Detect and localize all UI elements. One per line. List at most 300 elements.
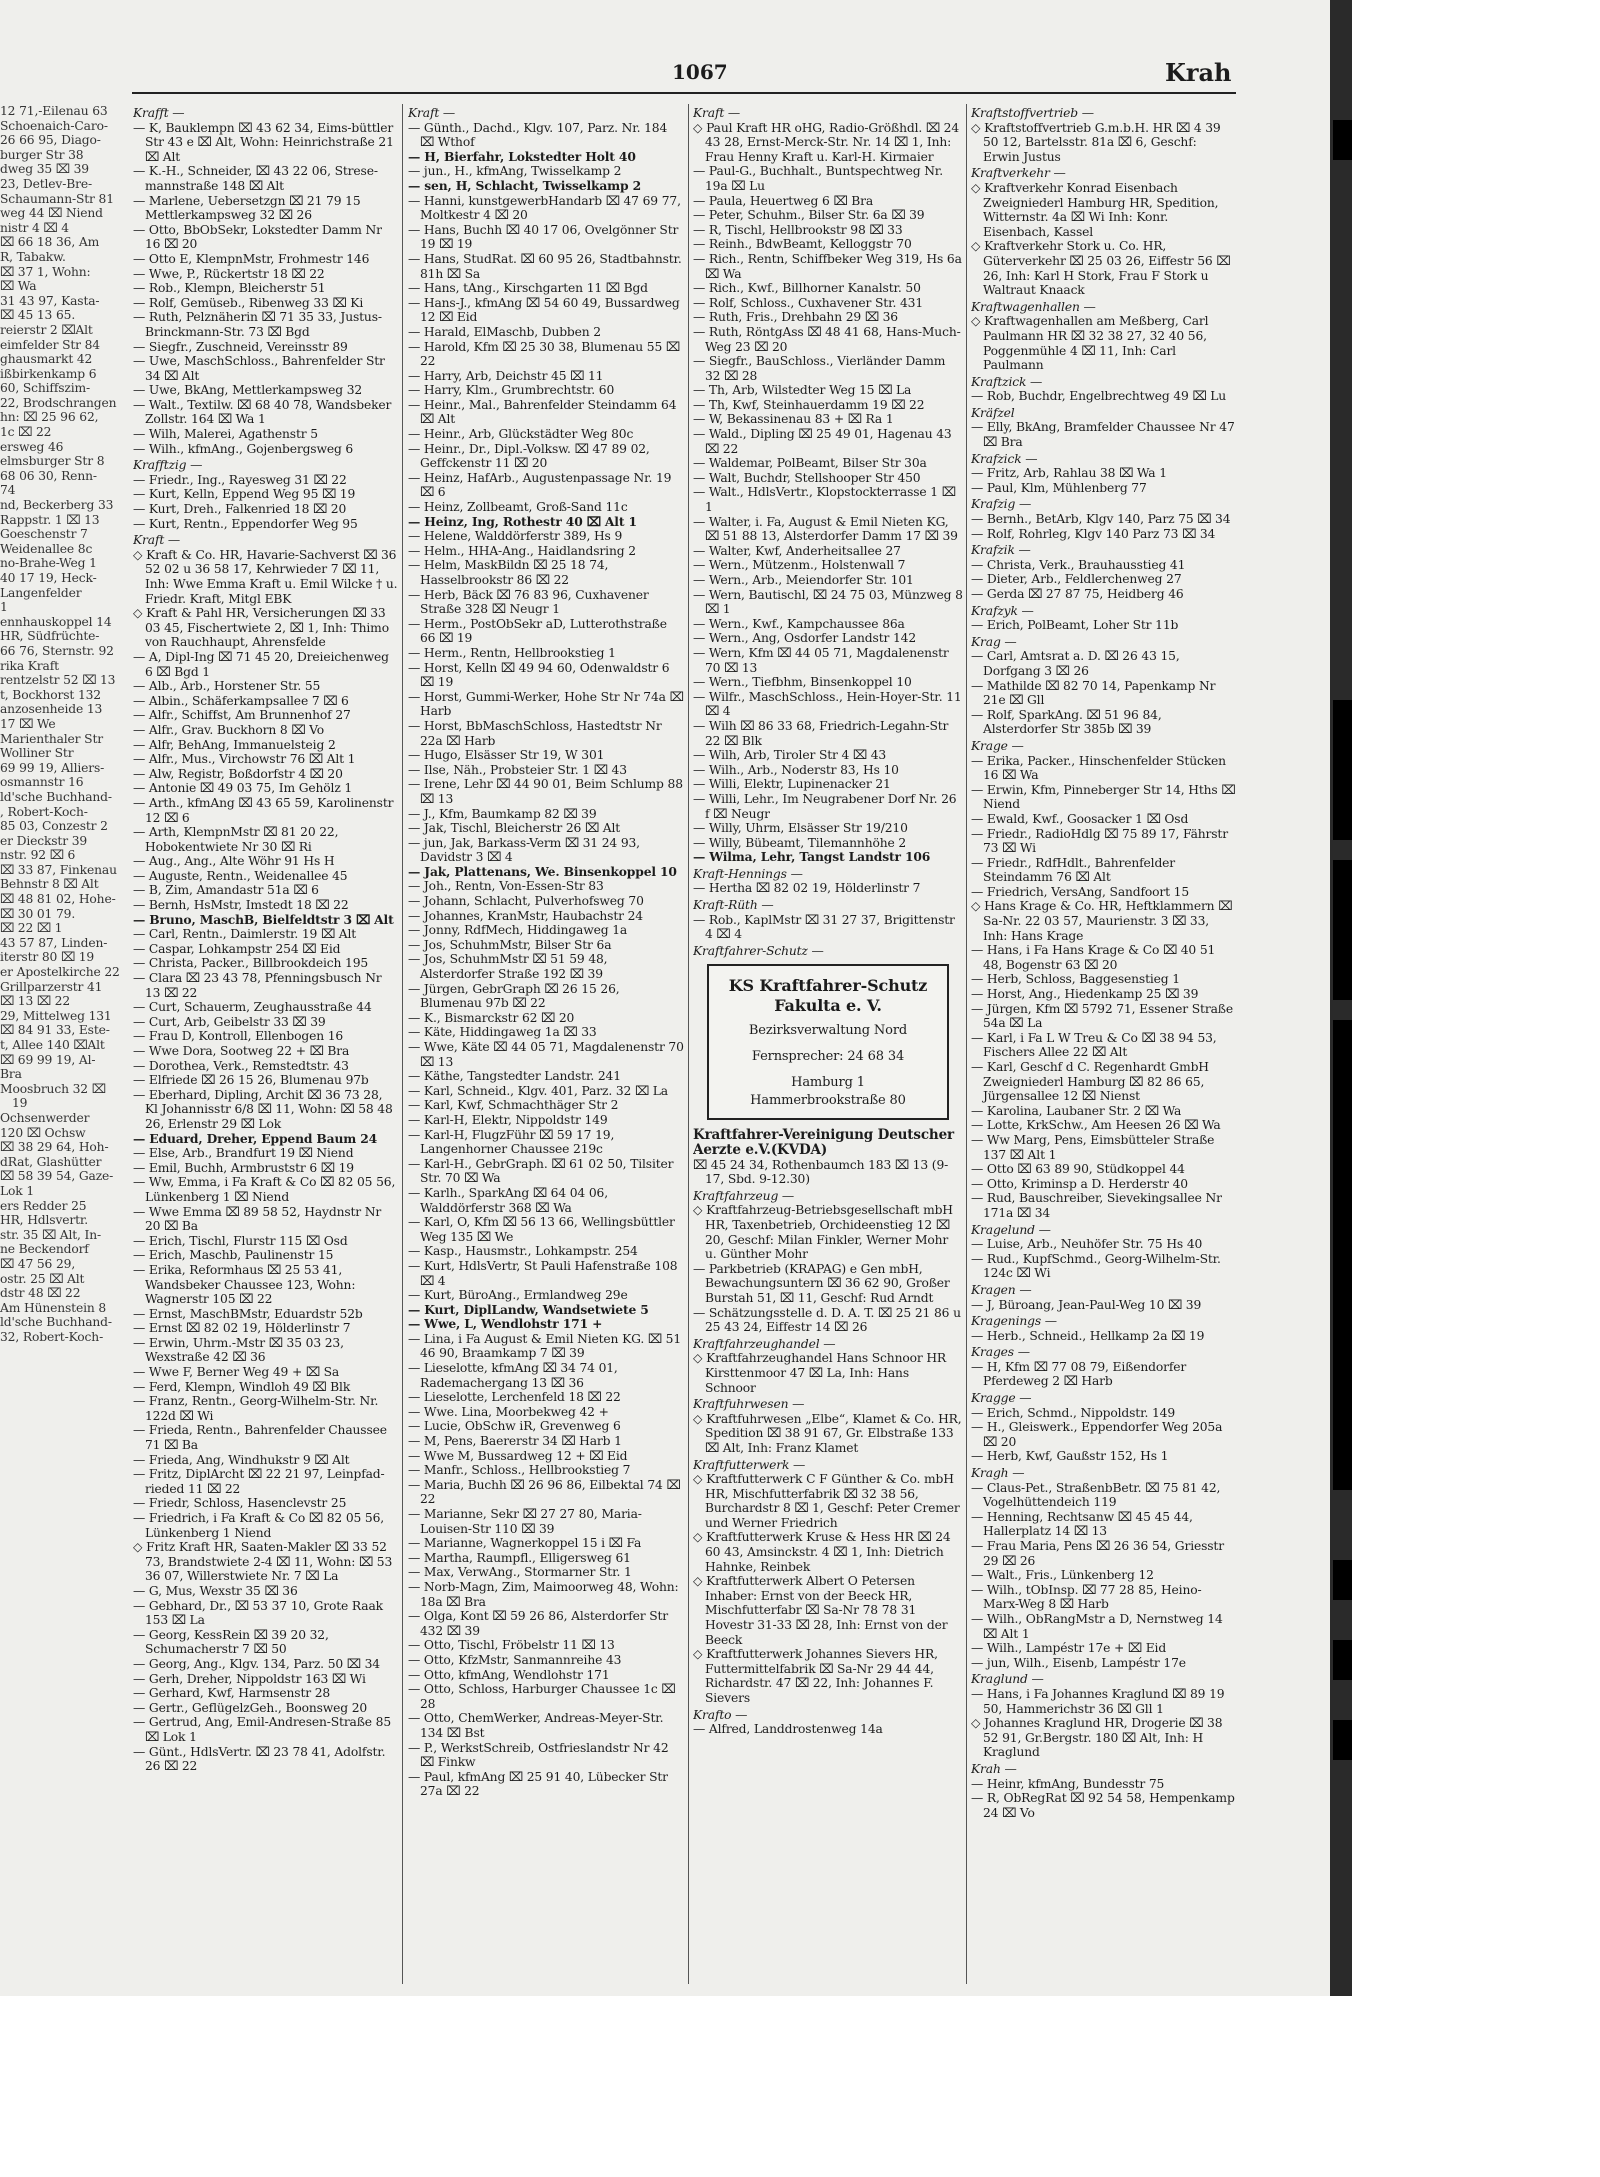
directory-entry: — Uwe, MaschSchloss., Bahrenfelder Str 34 ⌧ Alt bbox=[133, 354, 385, 383]
directory-entry: — Arth, KlempnMstr ⌧ 81 20 22, Hobokentwiete Nr 30 ⌧ Ri bbox=[133, 825, 339, 854]
surname-heading: Krah — bbox=[971, 1761, 1017, 1776]
directory-entry: — Arth., kfmAng ⌧ 43 65 59, Karolinenstr 12 ⌧ 6 bbox=[133, 795, 394, 825]
directory-entry: — Jürgen, Kfm ⌧ 5792 71, Essener Straße 54a ⌧ La bbox=[971, 1001, 1233, 1031]
directory-entry: — Wwe F, Berner Weg 49 + ⌧ Sa bbox=[133, 1365, 340, 1380]
directory-entry: — Manfr., Schloss., Hellbrookstieg 7 bbox=[408, 1463, 631, 1478]
column-4 bbox=[971, 104, 1236, 1984]
previous-page-fragment: elmsburger Str 8 bbox=[0, 454, 105, 469]
surname-heading: Kraftfahrer-Vereinigung Deutscher Aerzte e.V.(KVDA) bbox=[693, 1127, 954, 1159]
directory-entry: — Otto, kfmAng, Wendlohstr 171 bbox=[408, 1667, 610, 1682]
directory-entry: — Hanni, kunstgewerbHandarb ⌧ 47 69 77, Moltkestr 4 ⌧ 20 bbox=[408, 193, 681, 223]
previous-page-fragment: str. 35 ⌧ Alt, In- bbox=[0, 1227, 102, 1242]
previous-page-fragment: Marienthaler Str bbox=[0, 731, 103, 746]
directory-entry: — Elfriede ⌧ 26 15 26, Blumenau 97b bbox=[133, 1073, 369, 1088]
directory-entry: — Wwe, Käte ⌧ 44 05 71, Magdalenenstr 70 ⌧ 13 bbox=[408, 1040, 684, 1069]
directory-entry: — Alfr, BehAng, Immanuelsteig 2 bbox=[133, 737, 336, 752]
previous-page-fragment: nstr. 92 ⌧ 6 bbox=[0, 848, 76, 863]
surname-heading: Kragge — bbox=[971, 1391, 1032, 1406]
previous-page-fragment: ⌧ 13 ⌧ 22 bbox=[0, 994, 71, 1009]
ad-subtitle: Fakulta e. V. bbox=[774, 996, 882, 1016]
previous-page-fragment: , Robert-Koch- bbox=[0, 804, 88, 819]
directory-entry: — Kurt, BüroAng., Ermlandweg 29e bbox=[408, 1288, 628, 1303]
directory-entry: — Günth., Dachd., Klgv. 107, Parz. Nr. 184 ⌧ Wthof bbox=[408, 120, 668, 150]
previous-page-fragment: 69 99 19, Alliers- bbox=[0, 760, 105, 775]
directory-entry: — Carl, Rentn., Daimlerstr. 19 ⌧ Alt bbox=[133, 927, 357, 942]
directory-entry: — Wilh., ObRangMstr a D, Nernstweg 14 ⌧ Alt 1 bbox=[971, 1611, 1223, 1641]
directory-entry: — Christa, Verk., Brauhausstieg 41 bbox=[971, 557, 1186, 572]
directory-entry: ◇ Kraftfutterwerk Kruse & Hess HR ⌧ 24 60 43, Amsinckstr. 4 ⌧ 1, Inh: Dietrich Hahnke, Reinbek bbox=[693, 1530, 951, 1574]
directory-entry: — W, Bekassinenau 83 + ⌧ Ra 1 bbox=[693, 412, 894, 427]
directory-entry: — Ww Marg, Pens, Eimsbütteler Straße 137 ⌧ Alt 1 bbox=[971, 1132, 1215, 1162]
directory-entry: — Karl-H, Elektr, Nippoldstr 149 bbox=[408, 1112, 608, 1127]
previous-page-fragment: R, Tabakw. bbox=[0, 249, 66, 264]
directory-entry: — Harry, Klm., Grumbrechtstr. 60 bbox=[408, 383, 615, 398]
directory-entry: — Jos, SchuhmMstr, Bilser Str 6a bbox=[408, 937, 612, 952]
directory-entry: — Bernh., BetArb, Klgv 140, Parz 75 ⌧ 34 bbox=[971, 512, 1231, 527]
directory-entry: — Heinr., Arb, Glückstädter Weg 80c bbox=[408, 427, 634, 442]
directory-entry: — Wilh, Malerei, Agathenstr 5 bbox=[133, 427, 318, 442]
directory-entry: — Wern., Kwf., Kampchaussee 86a bbox=[693, 616, 905, 631]
directory-entry: — Kurt, Dreh., Falkenried 18 ⌧ 20 bbox=[133, 502, 347, 517]
directory-entry: — Lieselotte, Lerchenfeld 18 ⌧ 22 bbox=[408, 1390, 621, 1405]
directory-entry: — Alfr., Grav. Buckhorn 8 ⌧ Vo bbox=[133, 722, 324, 737]
directory-entry: — H, Kfm ⌧ 77 08 79, Eißendorfer Pferdeweg 2 ⌧ Harb bbox=[971, 1359, 1187, 1389]
directory-entry: — Th, Kwf, Steinhauerdamm 19 ⌧ 22 bbox=[693, 397, 925, 412]
directory-entry: — Walt., HdlsVertr., Klopstockterrasse 1 ⌧ 1 bbox=[693, 485, 956, 515]
directory-entry: — Hans, i Fa Johannes Kraglund ⌧ 89 19 50, Hammerichstr 36 ⌧ Gll 1 bbox=[971, 1686, 1225, 1716]
previous-page-fragment: Rappstr. 1 ⌧ 13 bbox=[0, 512, 100, 527]
surname-heading: Krafft — bbox=[133, 106, 185, 120]
surname-heading: Krage — bbox=[971, 738, 1024, 753]
previous-page-fragment: ⌧ 38 29 64, Hoh- bbox=[0, 1140, 109, 1155]
surname-heading: Krafzick — bbox=[971, 451, 1038, 466]
directory-entry: — Albin., Schäferkampsallee 7 ⌧ 6 bbox=[133, 693, 349, 708]
directory-entry: — Lieselotte, kfmAng ⌧ 34 74 01, Rademachergang 13 ⌧ 36 bbox=[408, 1361, 618, 1390]
surname-heading: Kraft — bbox=[408, 106, 456, 120]
previous-page-fragment: HR, Südfrüchte- bbox=[0, 629, 100, 644]
directory-entry: ◇ Paul Kraft HR oHG, Radio-Größhdl. ⌧ 24 43 28, Ernst-Merck-Str. Nr. 14 ⌧ 1, Inh: Frau Henny Kraft u. Karl-H. Kirmaier bbox=[693, 120, 960, 164]
directory-entry: — Marianne, Wagnerkoppel 15 i ⌧ Fa bbox=[408, 1536, 642, 1551]
directory-entry: — Wern, Kfm ⌧ 44 05 71, Magdalenenstr 70 ⌧ 13 bbox=[693, 645, 949, 675]
previous-page-fragment: Behnstr 8 ⌧ Alt bbox=[0, 877, 99, 892]
directory-entry: — Dorothea, Verk., Remstedtstr. 43 bbox=[133, 1058, 349, 1073]
directory-entry: ◇ Kraftwagenhallen am Meßberg, Carl Paulmann HR ⌧ 32 38 27, 32 40 56, Poggenmühle 4 ⌧ 11, Inh: Carl Paulmann bbox=[971, 314, 1209, 373]
directory-entry: — Horst, Ang., Hiedenkamp 25 ⌧ 39 bbox=[971, 987, 1199, 1002]
directory-entry: — Jonny, RdfMech, Hiddingaweg 1a bbox=[408, 923, 628, 938]
directory-entry: — Carl, Amtsrat a. D. ⌧ 26 43 15, Dorfgang 3 ⌧ 26 bbox=[971, 649, 1180, 678]
directory-entry: — Emil, Buchh, Armbruststr 6 ⌧ 19 bbox=[133, 1160, 354, 1175]
previous-page-fragment: ⌧ 58 39 54, Gaze- bbox=[0, 1169, 114, 1184]
previous-page-fragment: rentzelstr 52 ⌧ 13 bbox=[0, 673, 116, 688]
directory-entry: — Walt, Buchdr, Stellshooper Str 450 bbox=[693, 470, 921, 485]
previous-page-fragment: Lok 1 bbox=[0, 1183, 35, 1198]
directory-entry: — Heinr., Dr., Dipl.-Volksw. ⌧ 47 89 02, Geffckenstr 11 ⌧ 20 bbox=[408, 441, 650, 471]
directory-entry: — Reinh., BdwBeamt, Kelloggstr 70 bbox=[693, 237, 912, 252]
surname-heading: Krafzyk — bbox=[971, 603, 1034, 618]
directory-entry: — Erika, Reformhaus ⌧ 25 53 41, Wandsbeker Chaussee 123, Wohn: Wagnerstr 105 ⌧ 22 bbox=[133, 1262, 356, 1307]
previous-page-fragment: t, Bockhorst 132 bbox=[0, 687, 101, 702]
previous-page-fragment: 60, Schiffszim- bbox=[0, 381, 91, 396]
previous-page-fragment: rika Kraft bbox=[0, 658, 59, 673]
directory-entry: — Hans-J., kfmAng ⌧ 54 60 49, Bussardweg 12 ⌧ Eid bbox=[408, 295, 680, 325]
directory-entry: — Rolf, Rohrleg, Klgv 140 Parz 73 ⌧ 34 bbox=[971, 526, 1216, 541]
directory-entry: — Herb, Schloss, Baggesenstieg 1 bbox=[971, 972, 1180, 987]
directory-entry: — Rob., Klempn, Bleicherstr 51 bbox=[133, 281, 326, 296]
surname-heading: Kragelund — bbox=[971, 1222, 1051, 1237]
directory-entry: — Friedr., RdfHdlt., Bahrenfelder Steindamm 76 ⌧ Alt bbox=[971, 855, 1176, 885]
directory-entry: — Hans, Buchh ⌧ 40 17 06, Ovelgönner Str 19 ⌧ 19 bbox=[408, 222, 679, 252]
ad-street: Hammerbrookstraße 80 bbox=[750, 1093, 906, 1109]
directory-entry: — H., Gleiswerk., Eppendorfer Weg 205a ⌧ 20 bbox=[971, 1420, 1223, 1449]
directory-entry: — jun, Jak, Barkass-Verm ⌧ 31 24 93, Davidstr 3 ⌧ 4 bbox=[408, 835, 640, 865]
directory-entry: — Alfr., Mus., Virchowstr 76 ⌧ Alt 1 bbox=[133, 752, 356, 767]
directory-entry: — Gertrud, Ang, Emil-Andresen-Straße 85 ⌧ Lok 1 bbox=[133, 1715, 392, 1744]
column-divider bbox=[402, 104, 403, 1984]
previous-page-fragment: ⌧ 47 56 29, bbox=[0, 1256, 76, 1271]
directory-entry: — Friedr., RadioHdlg ⌧ 75 89 17, Fährstr 73 ⌧ Wi bbox=[971, 826, 1228, 856]
previous-page-fragment: 22, Brodschrangen bbox=[0, 395, 117, 410]
previous-page-column bbox=[0, 104, 122, 1984]
directory-entry: — Dieter, Arb., Feldlerchenweg 27 bbox=[971, 572, 1182, 587]
previous-page-fragment: hn: ⌧ 25 96 62, bbox=[0, 410, 99, 425]
column-divider bbox=[688, 104, 689, 1984]
thumb-index-mark bbox=[1333, 860, 1352, 1000]
directory-entry: — Antonie ⌧ 49 03 75, Im Gehölz 1 bbox=[133, 781, 353, 796]
previous-page-fragment: burger Str 38 bbox=[0, 147, 84, 162]
directory-entry: — Frieda, Ang, Windhukstr 9 ⌧ Alt bbox=[133, 1452, 350, 1467]
previous-page-fragment: Moosbruch 32 ⌧ 19 bbox=[0, 1081, 106, 1111]
directory-entry: — Caspar, Lohkampstr 254 ⌧ Eid bbox=[133, 941, 341, 956]
surname-heading: Kraft — bbox=[693, 106, 741, 120]
directory-entry: — Kurt, HdlsVertr, St Pauli Hafenstraße 108 ⌧ 4 bbox=[408, 1258, 678, 1288]
directory-entry: ◇ Kraftverkehr Stork u. Co. HR, Güterverkehr ⌧ 25 03 26, Eiffestr 56 ⌧ 26, Inh: Karl H Stork, Frau F Stork u Waltraut Knaack bbox=[971, 239, 1231, 298]
directory-entry: — Paul, kfmAng ⌧ 25 91 40, Lübecker Str 27a ⌧ 22 bbox=[408, 1769, 668, 1799]
directory-entry: — Jürgen, GebrGraph ⌧ 26 15 26, Blumenau 97b ⌧ 22 bbox=[408, 981, 620, 1011]
directory-entry: — Otto, Kriminsp a D. Herderstr 40 bbox=[971, 1176, 1188, 1191]
directory-entry: — Heinz, HafArb., Augustenpassage Nr. 19 ⌧ 6 bbox=[408, 470, 672, 500]
directory-entry: — Max, VerwAng., Stormarner Str. 1 bbox=[408, 1565, 632, 1580]
directory-entry: — Erich, PolBeamt, Loher Str 11b bbox=[971, 618, 1179, 633]
previous-page-fragment: 12 71,-Eilenau 63 bbox=[0, 104, 108, 118]
directory-entry: — Heinz, Zollbeamt, Groß-Sand 11c bbox=[408, 500, 628, 515]
directory-entry: — G, Mus, Wexstr 35 ⌧ 36 bbox=[133, 1583, 298, 1598]
column-divider bbox=[966, 104, 967, 1984]
column-1 bbox=[133, 104, 398, 1984]
directory-entry: — Paul-G., Buchhalt., Buntspechtweg Nr. 19a ⌧ Lu bbox=[693, 164, 943, 193]
directory-entry: — Kurt, Kelln, Eppend Weg 95 ⌧ 19 bbox=[133, 487, 356, 502]
previous-page-fragment: 68 06 30, Renn- bbox=[0, 468, 97, 483]
directory-entry: — Wwe Emma ⌧ 89 58 52, Haydnstr Nr 20 ⌧ Ba bbox=[133, 1204, 382, 1234]
directory-entry: — Otto, KfzMstr, Sanmannreihe 43 bbox=[408, 1652, 622, 1667]
surname-heading: Kraftwagenhallen — bbox=[971, 299, 1096, 314]
directory-entry: — Käthe, Tangstedter Landstr. 241 bbox=[408, 1069, 621, 1084]
directory-entry: — Willi, Lehr., Im Neugrabener Dorf Nr. 26 f ⌧ Neugr bbox=[693, 791, 957, 821]
previous-page-fragment: no-Brahe-Weg 1 bbox=[0, 556, 97, 571]
directory-entry: — Otto E, KlempnMstr, Frohmestr 146 bbox=[133, 251, 370, 266]
directory-entry: — Ww, Emma, i Fa Kraft & Co ⌧ 82 05 56, Lünkenberg 1 ⌧ Niend bbox=[133, 1175, 396, 1204]
directory-entry: — Herb, Bäck ⌧ 76 83 96, Cuxhavener Straße 328 ⌧ Neugr 1 bbox=[408, 587, 649, 617]
previous-page-fragment: 32, Robert-Koch- bbox=[0, 1329, 104, 1344]
directory-entry: — Otto, Schloss, Harburger Chaussee 1c ⌧ 28 bbox=[408, 1682, 676, 1711]
directory-entry: ◇ Fritz Kraft HR, Saaten-Makler ⌧ 33 52 73, Brandstwiete 2-4 ⌧ 11, Wohn: ⌧ 53 36 07, Willerstwiete Nr. 7 ⌧ La bbox=[133, 1540, 393, 1584]
previous-page-fragment: 74 bbox=[0, 483, 16, 498]
previous-page-fragment: 23, Detlev-Bre- bbox=[0, 176, 92, 191]
directory-entry: — Schätzungsstelle d. D. A. T. ⌧ 25 21 86 u 25 43 24, Eiffestr 14 ⌧ 26 bbox=[693, 1305, 961, 1335]
previous-page-fragment: ⌧ 48 81 02, Hohe- bbox=[0, 892, 116, 907]
directory-entry: — Johannes, KranMstr, Haubachstr 24 bbox=[408, 908, 643, 923]
directory-entry: — Waldemar, PolBeamt, Bilser Str 30a bbox=[693, 456, 927, 471]
directory-entry: ◇ Kraftverkehr Konrad Eisenbach Zweigniederl Hamburg HR, Spedition, Witternstr. 4a ⌧ Wi Inh: Konr. Eisenbach, Kassel bbox=[971, 180, 1219, 239]
previous-page-fragment: ostr. 25 ⌧ Alt bbox=[0, 1271, 85, 1286]
directory-entry: — Georg, Ang., Klgv. 134, Parz. 50 ⌧ 34 bbox=[133, 1656, 380, 1671]
directory-entry: — Wwe M, Bussardweg 12 + ⌧ Eid bbox=[408, 1448, 628, 1463]
previous-page-fragment: ⌧ 22 ⌧ 1 bbox=[0, 921, 63, 936]
directory-entry: — Horst, Gummi-Werker, Hohe Str Nr 74a ⌧ Harb bbox=[408, 689, 684, 719]
directory-entry: — Franz, Rentn., Georg-Wilhelm-Str. Nr. 122d ⌧ Wi bbox=[133, 1394, 379, 1423]
directory-entry: ◇ Johannes Kraglund HR, Drogerie ⌧ 38 52 91, Gr.Bergstr. 180 ⌧ Alt, Inh: H Kraglund bbox=[971, 1716, 1223, 1760]
directory-entry: — Th, Arb, Wilstedter Weg 15 ⌧ La bbox=[693, 383, 912, 398]
previous-page-fragment: 85 03, Conzestr 2 bbox=[0, 819, 108, 834]
directory-entry: ◇ Hans Krage & Co. HR, Heftklammern ⌧ Sa-Nr. 22 03 57, Maurienstr. 3 ⌧ 33, Inh: Hans Krage bbox=[971, 899, 1233, 943]
running-head: Krah bbox=[1165, 58, 1232, 87]
directory-entry: — Marlene, Uebersetzgn ⌧ 21 79 15 Mettlerkampsweg 32 ⌧ 26 bbox=[133, 193, 361, 223]
thumb-index-mark bbox=[1333, 1640, 1352, 1680]
previous-page-fragment: ghausmarkt 42 bbox=[0, 352, 93, 367]
directory-entry: — Karl, Kwf, Schmachthäger Str 2 bbox=[408, 1098, 619, 1113]
directory-entry: — Joh., Rentn, Von-Essen-Str 83 bbox=[408, 879, 604, 894]
directory-entry: — Siegfr., Zuschneid, Vereinsstr 89 bbox=[133, 339, 348, 354]
previous-page-fragment: Wolliner Str bbox=[0, 746, 74, 761]
directory-entry: ◇ Kraftfahrzeughandel Hans Schnoor HR Kirsttenmoor 47 ⌧ La, Inh: Hans Schnoor bbox=[693, 1351, 947, 1395]
directory-entry: — K.-H., Schneider, ⌧ 43 22 06, Strese-mannstraße 148 ⌧ Alt bbox=[133, 164, 378, 193]
directory-entry: — Erich, Maschb, Paulinenstr 15 bbox=[133, 1248, 334, 1263]
directory-entry: ◇ Kraftfutterwerk Johannes Sievers HR, Futtermittelfabrik ⌧ Sa-Nr 29 44 44, Richardstr. 47 ⌧ 22, Inh: Johannes F. Sievers bbox=[693, 1647, 938, 1705]
page-number: 1067 bbox=[672, 60, 728, 84]
thumb-index-mark bbox=[1333, 700, 1352, 840]
previous-page-fragment: weg 44 ⌧ Niend bbox=[0, 206, 103, 221]
directory-entry: — Lucie, ObSchw iR, Grevenweg 6 bbox=[408, 1419, 621, 1434]
directory-entry: — Aug., Ang., Alte Wöhr 91 Hs H bbox=[133, 854, 335, 869]
directory-entry: — P., WerkstSchreib, Ostfrieslandstr Nr 42 ⌧ Finkw bbox=[408, 1740, 669, 1770]
directory-entry: — Martha, Raumpfl., Elligersweg 61 bbox=[408, 1550, 631, 1565]
surname-heading: Kraftfahrzeug — bbox=[693, 1188, 795, 1203]
thumb-index-mark bbox=[1333, 1340, 1352, 1490]
previous-page-fragment: er Apostelkirche 22 bbox=[0, 965, 120, 980]
directory-entry: — Wilh., Lampéstr 17e + ⌧ Eid bbox=[971, 1641, 1167, 1656]
directory-entry: — Wern., Mützenm., Holstenwall 7 bbox=[693, 558, 906, 573]
directory-entry: — Olga, Kont ⌧ 59 26 86, Alsterdorfer Str 432 ⌧ 39 bbox=[408, 1609, 669, 1638]
directory-entry: ◇ Kraft & Pahl HR, Versicherungen ⌧ 33 03 45, Fischertwiete 2, ⌧ 1, Inh: Thimo von Rauchhaupt, Ahrensfelde bbox=[133, 606, 389, 650]
previous-page-fragment: Schoenaich-Caro- bbox=[0, 118, 108, 133]
directory-entry: — Erwin, Uhrm.-Mstr ⌧ 35 03 23, Wexstraße 42 ⌧ 36 bbox=[133, 1335, 344, 1365]
directory-entry: — Jak, Plattenans, We. Binsenkoppel 10 bbox=[408, 863, 677, 879]
directory-entry: — Kurt, DiplLandw, Wandsetwiete 5 bbox=[408, 1301, 649, 1317]
previous-page-fragment: Ochsenwerder bbox=[0, 1110, 90, 1125]
previous-page-fragment: ⌧ 30 01 79. bbox=[0, 906, 76, 921]
previous-page-fragment: osmannstr 16 bbox=[0, 775, 84, 790]
previous-page-fragment: ⌧ 33 87, Finkenau bbox=[0, 862, 117, 877]
directory-entry: — Marianne, Sekr ⌧ 27 27 80, Maria-Louisen-Str 110 ⌧ 39 bbox=[408, 1507, 642, 1536]
directory-entry: — Friedrich, VersAng, Sandfoort 15 bbox=[971, 884, 1190, 899]
directory-entry: — Kurt, Rentn., Eppendorfer Weg 95 bbox=[133, 516, 358, 531]
surname-heading: Kraft — bbox=[133, 533, 181, 548]
directory-entry: ◇ Kraftfutterwerk C F Günther & Co. mbH HR, Mischfutterfabrik ⌧ 32 38 56, Burchardstr 8 ⌧ 1, Geschf: Peter Cremer und Werner Friedrich bbox=[693, 1472, 960, 1530]
directory-entry: — Parkbetrieb (KRAPAG) e Gen mbH, Bewachungsuntern ⌧ 36 62 90, Großer Burstah 51, ⌧ 11, Geschf: Rud Arndt bbox=[693, 1261, 950, 1305]
directory-entry: — Erwin, Kfm, Pinneberger Str 14, Hths ⌧ Niend bbox=[971, 782, 1236, 812]
directory-entry: — Christa, Packer., Billbrookdeich 195 bbox=[133, 956, 369, 971]
directory-entry: — Harry, Arb, Deichstr 45 ⌧ 11 bbox=[408, 368, 604, 383]
directory-entry: — Eberhard, Dipling, Archit ⌧ 36 73 28, Kl Johannisstr 6/8 ⌧ 11, Wohn: ⌧ 58 48 26, Erlenstr 29 ⌧ Lok bbox=[133, 1087, 393, 1131]
directory-entry: — Otto, Tischl, Fröbelstr 11 ⌧ 13 bbox=[408, 1638, 615, 1653]
directory-entry: — Else, Arb., Brandfurt 19 ⌧ Niend bbox=[133, 1146, 354, 1161]
previous-page-fragment: HR, Hdlsvertr. bbox=[0, 1213, 89, 1228]
column-3-entries bbox=[693, 106, 963, 958]
previous-page-fragment: ⌧ 66 18 36, Am bbox=[0, 235, 100, 250]
directory-entry: — Ruth, Fris., Drehbahn 29 ⌧ 36 bbox=[693, 310, 898, 325]
directory-entry: — Herm., Rentn, Hellbrookstieg 1 bbox=[408, 645, 616, 660]
directory-entry: — Helm., HHA-Ang., Haidlandsring 2 bbox=[408, 543, 636, 558]
directory-entry: — Herb, Kwf, Gaußstr 152, Hs 1 bbox=[971, 1449, 1169, 1464]
directory-entry: — J., Kfm, Baumkamp 82 ⌧ 39 bbox=[408, 806, 597, 821]
previous-page-fragment: ⌧ 69 99 19, Al- bbox=[0, 1052, 96, 1067]
directory-entry: — Rolf, SparkAng. ⌧ 51 96 84, Alsterdorfer Str 385b ⌧ 39 bbox=[971, 707, 1162, 737]
surname-heading: Kragh — bbox=[971, 1466, 1025, 1481]
directory-entry: ◇ Kraftfutterwerk Albert O Petersen Inhaber: Ernst von der Beeck HR, Mischfutterfabr ⌧ Sa-Nr 78 78 31 Hovestr 31-33 ⌧ 28, Inh: Ernst von der Beeck bbox=[693, 1574, 948, 1647]
directory-entry: — Ruth, Pelznäherin ⌧ 71 35 33, Justus-Brinckmann-Str. 73 ⌧ Bgd bbox=[133, 310, 382, 339]
directory-entry: — M, Pens, Baererstr 34 ⌧ Harb 1 bbox=[408, 1434, 622, 1449]
directory-entry: ⌧ 45 24 34, Rothenbaumch 183 ⌧ 13 (9-17, Sbd. 9-12.30) bbox=[693, 1157, 949, 1187]
directory-entry: — Ernst ⌧ 82 02 19, Hölderlinstr 7 bbox=[133, 1321, 351, 1336]
directory-entry: — Gertr., GeflügelzGeh., Boonsweg 20 bbox=[133, 1700, 368, 1715]
previous-page-fragment: dweg 35 ⌧ 39 bbox=[0, 162, 89, 177]
previous-page-fragment: 120 ⌧ Ochsw bbox=[0, 1125, 86, 1140]
directory-entry: — Harold, Kfm ⌧ 25 30 38, Blumenau 55 ⌧ 22 bbox=[408, 339, 680, 369]
directory-entry: — Heinr, kfmAng, Bundesstr 75 bbox=[971, 1776, 1165, 1791]
directory-entry: — H, Bierfahr, Lokstedter Holt 40 bbox=[408, 148, 636, 164]
directory-entry: — Rolf, Schloss., Cuxhavener Str. 431 bbox=[693, 295, 924, 310]
surname-heading: Kraglund — bbox=[971, 1672, 1044, 1687]
thumb-index-mark bbox=[1333, 1180, 1352, 1340]
directory-entry: — Kasp., Hausmstr., Lohkampstr. 254 bbox=[408, 1244, 638, 1259]
directory-entry: — Frieda, Rentn., Bahrenfelder Chaussee 71 ⌧ Ba bbox=[133, 1423, 387, 1453]
directory-entry: — Horst, Kelln ⌧ 49 94 60, Odenwaldstr 6 ⌧ 19 bbox=[408, 660, 670, 690]
surname-heading: Kraft-Hennings — bbox=[693, 866, 803, 881]
directory-entry: — Friedr., Ing., Rayesweg 31 ⌧ 22 bbox=[133, 472, 347, 487]
directory-entry: ◇ Kraftstoffvertrieb G.m.b.H. HR ⌧ 4 39 50 12, Bartelsstr. 81a ⌧ 6, Geschf: Erwin Justus bbox=[971, 120, 1221, 164]
directory-entry: — Frau D, Kontroll, Ellenbogen 16 bbox=[133, 1029, 344, 1044]
directory-entry: — Walt., Fris., Lünkenberg 12 bbox=[971, 1568, 1154, 1583]
previous-page-fragment: 31 43 97, Kasta- bbox=[0, 293, 100, 308]
previous-page-fragment: 66 76, Sternstr. 92 bbox=[0, 643, 114, 658]
directory-entry: — Wilh., Arb., Noderstr 83, Hs 10 bbox=[693, 762, 899, 777]
surname-heading: Kraftfuhrwesen — bbox=[693, 1397, 805, 1412]
previous-page-fragment: 43 57 87, Linden- bbox=[0, 935, 108, 950]
directory-entry: — Hans, i Fa Hans Krage & Co ⌧ 40 51 48, Bogenstr 63 ⌧ 20 bbox=[971, 943, 1216, 972]
previous-page-fragment: ⌧ 37 1, Wohn: bbox=[0, 264, 91, 279]
directory-entry: — Erich, Tischl, Flurstr 115 ⌧ Osd bbox=[133, 1233, 348, 1248]
directory-entry: — Georg, KessRein ⌧ 39 20 32, Schumacherstr 7 ⌧ 50 bbox=[133, 1627, 329, 1657]
directory-entry: — jun., H., kfmAng, Twisselkamp 2 bbox=[408, 164, 622, 179]
directory-entry: — K, Bauklempn ⌧ 43 62 34, Eims-büttler Str 43 e ⌧ Alt, Wohn: Heinrichstraße 21 ⌧ Alt bbox=[133, 120, 394, 164]
ad-phone: Fernsprecher: 24 68 34 bbox=[751, 1049, 905, 1065]
directory-entry: — Fritz, DiplArcht ⌧ 22 21 97, Leinpfadrieded 11 ⌧ 22 bbox=[133, 1467, 385, 1496]
previous-page-fragment: 40 17 19, Heck- bbox=[0, 571, 97, 585]
directory-entry: — Wwe, L, Wendlohstr 171 + bbox=[408, 1316, 603, 1332]
previous-page-fragment: ⌧ 45 13 65. bbox=[0, 308, 76, 323]
directory-entry: — Willy, Bübeamt, Tilemannhöhe 2 bbox=[693, 835, 907, 850]
directory-entry: — Rob., KaplMstr ⌧ 31 27 37, Brigittenstr 4 ⌧ 4 bbox=[693, 912, 955, 942]
previous-page-fragment: anzosenheide 13 bbox=[0, 702, 103, 717]
previous-page-fragment: 29, Mittelweg 131 bbox=[0, 1008, 112, 1023]
directory-entry: — Otto, ChemWerker, Andreas-Meyer-Str. 134 ⌧ Bst bbox=[408, 1711, 664, 1740]
directory-entry: — Curt, Schauerm, Zeughausstraße 44 bbox=[133, 1000, 372, 1015]
ad-city: Hamburg 1 bbox=[791, 1075, 865, 1091]
previous-page-fragment: 17 ⌧ We bbox=[0, 716, 56, 731]
surname-heading: Kraftfutterwerk — bbox=[693, 1457, 806, 1472]
previous-page-fragment: t, Allee 140 ⌧Alt bbox=[0, 1038, 105, 1052]
directory-entry: — Alw, Registr, Boßdorfstr 4 ⌧ 20 bbox=[133, 766, 343, 781]
directory-entry: — Ruth, RöntgAss ⌧ 48 41 68, Hans-Much-Weg 23 ⌧ 20 bbox=[693, 324, 961, 354]
directory-entry: — Ernst, MaschBMstr, Eduardstr 52b bbox=[133, 1306, 363, 1321]
directory-entry: — Wilh., kfmAng., Gojenbergsweg 6 bbox=[133, 441, 354, 456]
directory-entry: ◇ Kraft & Co. HR, Havarie-Sachverst ⌧ 36 52 02 u 36 58 17, Kehrwieder 7 ⌧ 11, Inh: Wwe Emma Kraft u. Emil Wilcke † u. Friedr. Kraft, Mitgl EBK bbox=[133, 547, 398, 606]
directory-entry: — Hans, StudRat. ⌧ 60 95 26, Stadtbahnstr. 81h ⌧ Sa bbox=[408, 251, 682, 281]
directory-entry: — Karolina, Laubaner Str. 2 ⌧ Wa bbox=[971, 1103, 1182, 1118]
directory-entry: — Willi, Elektr, Lupinenacker 21 bbox=[693, 777, 891, 792]
directory-entry: — Karl, Geschf d C. Regenhardt GmbH Zweigniederl Hamburg ⌧ 82 86 65, Jürgensallee 12 ⌧ Nienst bbox=[971, 1060, 1209, 1104]
previous-page-fragment: 1 bbox=[0, 600, 8, 615]
previous-page-fragment: 26 66 95, Diago- bbox=[0, 133, 101, 148]
directory-entry: — Jos, SchuhmMstr ⌧ 51 59 48, Alsterdorfer Straße 192 ⌧ 39 bbox=[408, 952, 608, 982]
directory-entry: — Irene, Lehr ⌧ 44 90 01, Beim Schlump 88 ⌧ 13 bbox=[408, 777, 683, 806]
directory-entry: — Maria, Buchh ⌧ 26 96 86, Eilbektal 74 ⌧ 22 bbox=[408, 1477, 681, 1507]
previous-page-fragment: Bra bbox=[0, 1067, 22, 1082]
surname-heading: Krafzik — bbox=[971, 543, 1031, 558]
directory-entry: — Hugo, Elsässer Str 19, W 301 bbox=[408, 748, 605, 763]
previous-page-fragment: dRat, Glashütter bbox=[0, 1154, 102, 1169]
previous-page-fragment: ersweg 46 bbox=[0, 439, 64, 454]
directory-entry: — Paula, Heuertweg 6 ⌧ Bra bbox=[693, 193, 874, 208]
directory-entry: — Heinr., Mal., Bahrenfelder Steindamm 64 ⌧ Alt bbox=[408, 397, 677, 427]
directory-entry: — Wilfr., MaschSchloss., Hein-Hoyer-Str. 11 ⌧ 4 bbox=[693, 689, 962, 719]
directory-entry: — A, Dipl-Ing ⌧ 71 45 20, Dreieichenweg 6 ⌧ Bgd 1 bbox=[133, 649, 389, 679]
directory-entry: — Norb-Magn, Zim, Maimoorweg 48, Wohn: 18a ⌧ Bra bbox=[408, 1579, 679, 1609]
column-2 bbox=[408, 104, 684, 1984]
directory-entry: — sen, H, Schlacht, Twisselkamp 2 bbox=[408, 177, 642, 193]
directory-entry: — Ilse, Näh., Probsteier Str. 1 ⌧ 43 bbox=[408, 762, 627, 777]
surname-heading: Krafzig — bbox=[971, 497, 1032, 512]
directory-entry: — Herb., Schneid., Hellkamp 2a ⌧ 19 bbox=[971, 1328, 1205, 1343]
directory-entry: — Wilh ⌧ 86 33 68, Friedrich-Legahn-Str 22 ⌧ Blk bbox=[693, 718, 949, 748]
directory-entry: — Wilh, Arb, Tiroler Str 4 ⌧ 43 bbox=[693, 748, 887, 763]
column-3-entries-after-ad bbox=[693, 1128, 963, 1736]
directory-entry: — Wwe, P., Rückertstr 18 ⌧ 22 bbox=[133, 266, 325, 281]
directory-entry: — Friedrich, i Fa Kraft & Co ⌧ 82 05 56, Lünkenberg 1 Niend bbox=[133, 1511, 385, 1540]
previous-page-fragment: er Dieckstr 39 bbox=[0, 833, 88, 848]
directory-entry: — Käte, Hiddingaweg 1a ⌧ 33 bbox=[408, 1025, 597, 1040]
directory-entry: — Frau Maria, Pens ⌧ 26 36 54, Griesstr 29 ⌧ 26 bbox=[971, 1539, 1224, 1568]
directory-entry: — K., Bismarckstr 62 ⌧ 20 bbox=[408, 1010, 575, 1025]
directory-entry: — Horst, BbMaschSchloss, Hastedtstr Nr 22a ⌧ Harb bbox=[408, 718, 662, 748]
directory-entry: — Rich., Kwf., Billhorner Kanalstr. 50 bbox=[693, 281, 921, 296]
previous-page-fragment: reierstr 2 ⌧Alt bbox=[0, 322, 93, 337]
previous-page-fragment: ⌧ 84 91 33, Este- bbox=[0, 1023, 110, 1038]
directory-entry: — Karl, Schneid., Klgv. 401, Parz. 32 ⌧ La bbox=[408, 1083, 668, 1098]
directory-entry: — Walter, i. Fa, August & Emil Nieten KG, ⌧ 51 88 13, Alsterdorfer Damm 17 ⌧ 39 bbox=[693, 514, 958, 544]
previous-page-fragment: dstr 48 ⌧ 22 bbox=[0, 1286, 81, 1301]
directory-entry: — Bernh, HsMstr, Imstedt 18 ⌧ 22 bbox=[133, 898, 349, 913]
directory-entry: — Heinz, Ing, Rothestr 40 ⌧ Alt 1 bbox=[408, 513, 637, 529]
